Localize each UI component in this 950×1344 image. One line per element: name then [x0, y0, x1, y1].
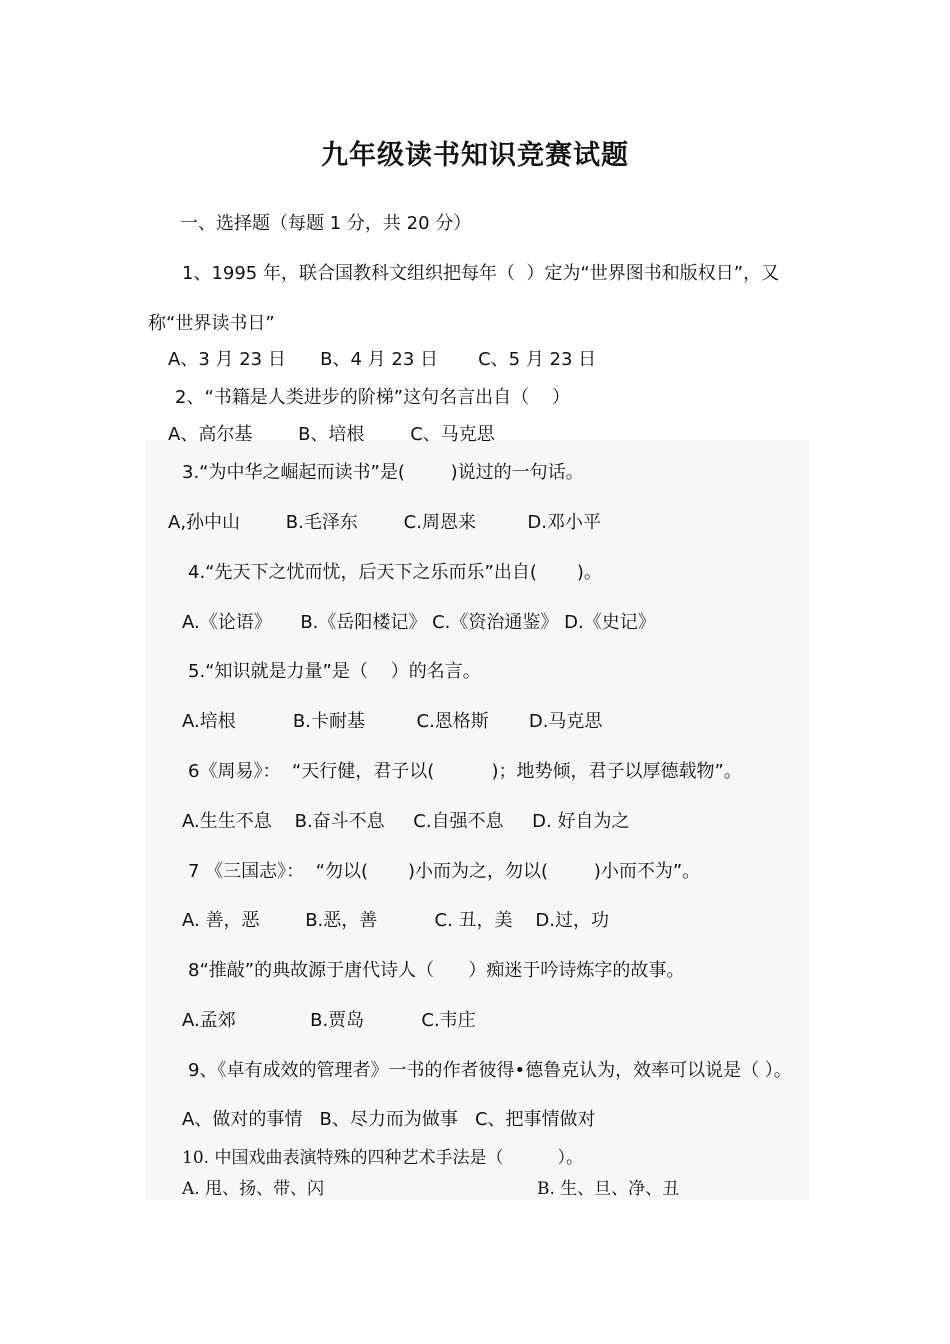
question-1-line-1: 1、1995 年，联合国教科文组织把每年（ ）定为“世界图书和版权日”，又 [182, 263, 780, 284]
question-1-options: A、3 月 23 日 B、4 月 23 日 C、5 月 23 日 [168, 349, 597, 370]
question-5: 5.“知识就是力量”是（ ）的名言。 [188, 661, 481, 682]
question-8: 8“推敲”的典故源于唐代诗人（ ）痴迷于吟诗炼字的故事。 [188, 960, 685, 981]
question-3-options: A,孙中山 B.毛泽东 C.周恩来 D.邓小平 [168, 512, 602, 533]
question-6: 6《周易》： “天行健，君子以( )；地势倾，君子以厚德载物”。 [188, 761, 742, 782]
section-heading: 一、选择题（每题 1 分，共 20 分） [180, 213, 472, 234]
question-4-options: A.《论语》 B.《岳阳楼记》 C.《资治通鉴》 D.《史记》 [182, 612, 656, 633]
page-title: 九年级读书知识竞赛试题 [321, 140, 629, 171]
question-1-line-2: 称“世界读书日” [148, 313, 275, 334]
question-7: 7 《三国志》： “勿以( )小而为之，勿以( )小而不为”。 [188, 861, 701, 882]
question-4: 4.“先天下之忧而忧，后天下之乐而乐”出自( )。 [188, 562, 602, 583]
question-10-option-b: B. 生、旦、净、丑 [537, 1179, 680, 1199]
question-7-options: A. 善，恶 B.恶，善 C. 丑，美 D.过，功 [182, 910, 609, 931]
question-9: 9、《卓有成效的管理者》一书的作者彼得•德鲁克认为，效率可以说是（ ）。 [188, 1060, 792, 1081]
question-8-options: A.孟郊 B.贾岛 C.韦庄 [182, 1010, 476, 1031]
question-2: 2、“书籍是人类进步的阶梯”这句名言出自（ ） [175, 387, 570, 408]
question-5-options: A.培根 B.卡耐基 C.恩格斯 D.马克思 [182, 711, 603, 732]
question-3: 3.“为中华之崛起而读书”是( )说过的一句话。 [182, 462, 584, 483]
question-10-option-a: A. 甩、扬、带、闪 [182, 1179, 325, 1199]
question-6-options: A.生生不息 B.奋斗不息 C.自强不息 D. 好自为之 [182, 811, 630, 832]
question-9-options: A、做对的事情 B、尽力而为做事 C、把事情做对 [182, 1109, 596, 1130]
question-10: 10. 中国戏曲表演特殊的四种艺术手法是（ ）。 [182, 1148, 583, 1168]
question-2-options: A、高尔基 B、培根 C、马克思 [168, 424, 495, 445]
